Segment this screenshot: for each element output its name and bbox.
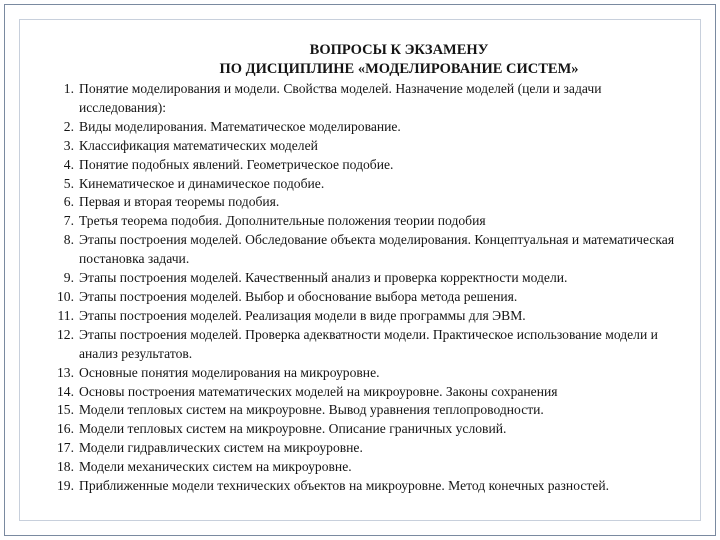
list-item (49, 269, 689, 288)
list-item (49, 364, 689, 383)
item-text: Понятие моделирования и модели. Свойства моделей. Назначение моделей (цели и задачи исследования): (79, 81, 602, 115)
document-title (49, 41, 689, 79)
item-number: 10. (57, 288, 74, 304)
item-number: 3. (63, 137, 74, 153)
item-number: 6. (63, 194, 74, 210)
item-text: Кинематическое и динамическое подобие. (79, 175, 325, 191)
item-text: Модели гидравлических систем на микроуровне. (79, 440, 363, 456)
item-text: Модели тепловых систем на микроуровне. Описание граничных условий. (79, 421, 507, 437)
item-number: 5. (63, 175, 74, 191)
item-text: Модели тепловых систем на микроуровне. Вывод уравнения теплопроводности. (79, 402, 544, 418)
title-line-1: ВОПРОСЫ К ЭКЗАМЕНУ (309, 42, 489, 58)
item-number: 16. (57, 421, 74, 437)
item-text: Модели механических систем на микроуровне. (79, 459, 352, 475)
item-number: 2. (63, 118, 74, 134)
list-item (49, 175, 689, 194)
item-number: 8. (63, 232, 74, 248)
item-number: 9. (63, 270, 74, 286)
item-number: 13. (57, 364, 74, 380)
document-page (4, 4, 716, 536)
item-number: 7. (63, 213, 74, 229)
item-text: Виды моделирования. Математическое моделирование. (79, 118, 401, 134)
item-text: Первая и вторая теоремы подобия. (79, 194, 280, 210)
document-body (49, 41, 689, 496)
item-text: Понятие подобных явлений. Геометрическое подобие. (79, 156, 394, 172)
item-number: 18. (57, 459, 74, 475)
item-text: Этапы построения моделей. Выбор и обоснование выбора метода решения. (79, 288, 518, 304)
item-text: Приближенные модели технических объектов на микроуровне. Метод конечных разностей. (79, 478, 610, 494)
question-list (49, 80, 689, 496)
list-item (49, 307, 689, 326)
title-line-2: ПО ДИСЦИПЛИНЕ «МОДЕЛИРОВАНИЕ СИСТЕМ» (219, 61, 579, 77)
item-text: Этапы построения моделей. Проверка адекватности модели. Практическое использование модели и анализ результатов. (79, 326, 658, 361)
list-item (49, 80, 689, 118)
list-item (49, 439, 689, 458)
list-item (49, 326, 689, 364)
list-item (49, 477, 689, 496)
item-text: Этапы построения моделей. Качественный анализ и проверка корректности модели. (79, 270, 568, 286)
item-number: 11. (57, 307, 74, 323)
item-number: 12. (57, 326, 74, 342)
item-number: 19. (57, 478, 74, 494)
item-number: 17. (57, 440, 74, 456)
item-text: Этапы построения моделей. Обследование объекта моделирования. Концептуальная и математическая постановка задачи. (79, 232, 675, 267)
item-text: Основы построения математических моделей на микроуровне. Законы сохранения (79, 383, 558, 399)
list-item (49, 288, 689, 307)
list-item (49, 193, 689, 212)
list-item (49, 458, 689, 477)
list-item (49, 231, 689, 269)
list-item (49, 420, 689, 439)
list-item (49, 383, 689, 402)
list-item (49, 137, 689, 156)
item-number: 15. (57, 402, 74, 418)
list-item (49, 401, 689, 420)
item-number: 14. (57, 383, 74, 399)
list-item (49, 212, 689, 231)
item-text: Основные понятия моделирования на микроуровне. (79, 364, 380, 380)
list-item (49, 118, 689, 137)
item-number: 4. (63, 156, 74, 172)
item-number: 1. (63, 81, 74, 96)
list-item (49, 156, 689, 175)
item-text: Классификация математических моделей (79, 137, 318, 153)
item-text: Третья теорема подобия. Дополнительные положения теории подобия (79, 213, 486, 229)
item-text: Этапы построения моделей. Реализация модели в виде программы для ЭВМ. (79, 307, 526, 323)
